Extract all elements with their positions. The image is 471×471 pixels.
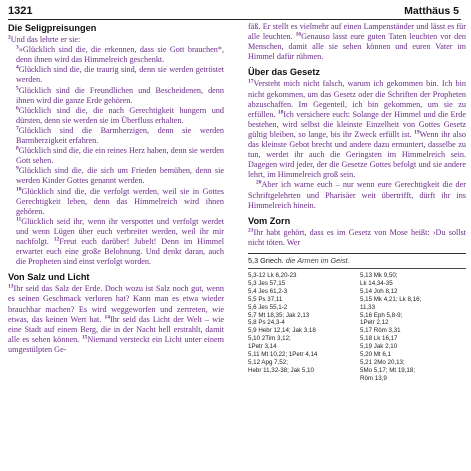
cross-ref-entry: 5,16 Eph 5,8-9; <box>360 311 403 319</box>
cross-ref-entry: 5,11 Mt 10,22; 1Petr 4,14 <box>248 351 318 359</box>
verse-paragraph: $^8$Glücklich sind die, die ein reines Herz haben, denn sie werden Gott sehen. <box>16 145 224 166</box>
section-heading-salt-light: Von Salz und Licht <box>8 272 90 283</box>
cross-ref-entry: 5Mo 5,17; Mt 19,18; <box>360 366 416 374</box>
verse-number: 3 <box>16 44 19 51</box>
verse-number: 16 <box>295 31 302 38</box>
verse-paragraph: fäß. Er stellt es vielmehr auf einen Lampenständer und lässt es für alle leuchten. $^{16}$Genauso lasst eure guten Taten leuchten vor den Menschen, damit alle sie sehen können und euren Vater im Himmel dafür rühmen. <box>248 22 466 62</box>
header-rule <box>8 19 461 20</box>
cross-ref-entry: 5,10 2Tim 3,12; <box>248 335 291 343</box>
footnote-text: die Armen im Geist. <box>285 255 350 265</box>
footnote <box>248 256 466 265</box>
footnote-ref: 5,3 Griech. <box>248 255 284 265</box>
left-column <box>8 22 224 355</box>
cross-ref-entry: Röm 13,9 <box>360 374 387 382</box>
verse-paragraph: $^9$Glücklich sind die, die sich um Frieden bemühen, denn sie werden Kinder Gottes genannt werden. <box>16 165 224 186</box>
section-heading-beatitudes: Die Seligpreisungen <box>8 23 97 33</box>
verse-paragraph: $^6$Glücklich sind die, die nach Gerechtigkeit hungern und dürsten, denn sie werden sie im Überfluss erhalten. <box>16 105 224 125</box>
section-heading-law: Über das Gesetz <box>248 67 320 78</box>
verse-number: 10 <box>16 185 22 192</box>
verse-number: 5 <box>16 84 19 91</box>
verse-number: 17 <box>248 78 254 85</box>
verse-paragraph: $^{11}$Glücklich seid ihr, wenn ihr verspottet und verfolgt werdet und wenn Lügen über euch verbreitet werden, weil ihr mir nachfolgt. $^{12}$Freut euch darüber! Jubelt! Denn im Himmel erwartet euch eine große Belohnung. Und denkt daran, auch die Propheten sind einst verfolgt worden. <box>16 216 224 267</box>
verse-number: 12 <box>53 236 60 243</box>
cross-ref-entry: Hebr 11,32-38; Jak 5,10 <box>248 366 314 374</box>
cross-ref-entry: 5,21 2Mo 20,13; <box>360 358 405 366</box>
verse-number: 21 <box>248 227 254 234</box>
right-column <box>248 22 466 383</box>
cross-ref-column-right <box>360 272 466 383</box>
verse-number: 11 <box>16 216 22 223</box>
cross-ref-entry: Lk 14,34-35 <box>360 279 393 287</box>
cross-ref-entry: 5,15 Mk 4,21; Lk 8,16; <box>360 295 422 303</box>
verse-number: 6 <box>16 105 19 112</box>
verse-number: 9 <box>16 165 19 172</box>
cross-ref-entry: 5,5 Ps 37,11 <box>248 295 283 303</box>
verse-number: 4 <box>16 64 19 71</box>
cross-ref-entry: 5,4 Jes 61,2-3 <box>248 287 288 295</box>
verse-paragraph: $^{17}$Versteht mich nicht falsch, warum ich gekommen bin. Ich bin nicht gekommen, um das Gesetz oder die Schriften der Propheten abzuschaffen. Im Gegenteil, ich bin gekommen, um sie zu erfüllen. $^{18}$Ich versichere euch: Solange der Himmel und die Erde bestehen, wird selbst die kleinste Einzelheit von Gottes Gesetz gültig bleiben, so lange, bis ihr Zweck erfüllt ist. $^{19}$Wenn ihr also das kleinste Gebot brecht und andere dazu ermuntert, dasselbe zu tun, werdet ihr auch die Geringsten im Himmelreich sein. Dagegen wird jeder, der die Gesetze Gottes befolgt und sie andere lehrt, im Himmelreich groß sein. <box>248 78 466 180</box>
cross-ref-entry: 5,7 Mt 18,35; Jak 2,13 <box>248 311 310 319</box>
verse-number: 8 <box>16 145 19 152</box>
verse-paragraph: $^2$Und das lehrte er sie: <box>8 34 81 45</box>
cross-ref-entry: 1Petr 3,14 <box>248 343 277 351</box>
cross-ref-entry: 5,20 Mt 6,1 <box>360 351 391 359</box>
verse-number: 2 <box>8 34 11 41</box>
section-heading-anger: Vom Zorn <box>248 215 291 226</box>
verse-paragraph: $^5$Glücklich sind die Freundlichen und Bescheidenen, denn ihnen wird die ganze Erde gehören. <box>16 84 224 105</box>
verse-number: 15 <box>81 334 88 341</box>
verse-paragraph: $^{20}$Aber ich warne euch – nur wenn eure Gerechtigkeit die der Schriftgelehrten und Pharisäer weit übertrifft, dürft ihr ins Himmelreich hinein. <box>248 179 466 210</box>
verse-paragraph: $^{13}$Ihr seid das Salz der Erde. Doch wozu ist Salz noch gut, wenn es seinen Geschmack verloren hat? Kann man es etwa wieder brauchbar machen? Es wird weggeworfen und zertreten, wie etwas, das keinen Wert hat. $^{14}$Ihr seid das Licht der Welt – wie eine Stadt auf einem Berg, die in der Nacht hell erstrahlt, damit alle es sehen können. $^{15}$Niemand versteckt ein Licht unter einem umgestülpten Ge- <box>8 283 224 354</box>
page-number: 1321 <box>8 5 33 17</box>
cross-ref-entry: 1Petr 2,12 <box>360 319 389 327</box>
cross-ref-entry: 5,14 Joh 8,12 <box>360 287 398 295</box>
cross-ref-rule <box>248 268 466 269</box>
cross-ref-entry: 5,6 Jes 55,1-2 <box>248 303 288 311</box>
cross-ref-entry: 5,19 Jak 2,10 <box>360 343 398 351</box>
cross-ref-entry: 5,17 Röm 3,31 <box>360 327 401 335</box>
verse-number: 14 <box>104 313 110 320</box>
footnote-rule <box>248 253 466 254</box>
cross-ref-column-left <box>248 272 354 383</box>
verse-number: 7 <box>16 125 19 132</box>
cross-ref-entry: 5,3 Jes 57,15 <box>248 279 286 287</box>
verse-number: 19 <box>414 129 420 136</box>
cross-ref-entry: 11,33 <box>360 303 376 311</box>
cross-ref-entry: 5,12 Apg 7,52; <box>248 358 288 366</box>
cross-ref-entry: 5,13 Mk 9,50; <box>360 271 398 279</box>
verse-number: 18 <box>277 109 284 116</box>
verse-paragraph: $^{21}$Ihr habt gehört, dass es im Gesetz von Mose heißt: ›Du sollst nicht töten. Wer <box>248 227 466 247</box>
running-header-book: Matthäus 5 <box>404 5 459 17</box>
cross-ref-entry: 5,8 Ps 24,3-4 <box>248 319 285 327</box>
cross-ref-entry: 5,3-12 Lk 6,20-23 <box>248 271 297 279</box>
verse-paragraph: $^{10}$Glücklich sind die, die verfolgt werden, weil sie in Gottes Gerechtigkeit leben, denn das Himmelreich wird ihnen gehören. <box>16 185 224 216</box>
verse-paragraph: $^4$Glücklich sind die, die traurig sind, denn sie werden getröstet werden. <box>16 64 224 85</box>
verse-paragraph: $^7$Glücklich sind die Barmherzigen, denn sie werden Barmherzigkeit erfahren. <box>16 125 224 146</box>
verse-number: 20 <box>256 179 262 186</box>
cross-ref-entry: 5,18 Lk 16,17 <box>360 335 398 343</box>
cross-ref-entry: 5,9 Hebr 12,14; Jak 3,18 <box>248 327 316 335</box>
cross-references <box>248 272 466 383</box>
verse-number: 13 <box>8 283 14 290</box>
verse-paragraph: $^3$»Glücklich sind die, die erkennen, dass sie Gott brauchen*, denn ihnen wird das Himmelreich geschenkt. <box>16 44 224 65</box>
